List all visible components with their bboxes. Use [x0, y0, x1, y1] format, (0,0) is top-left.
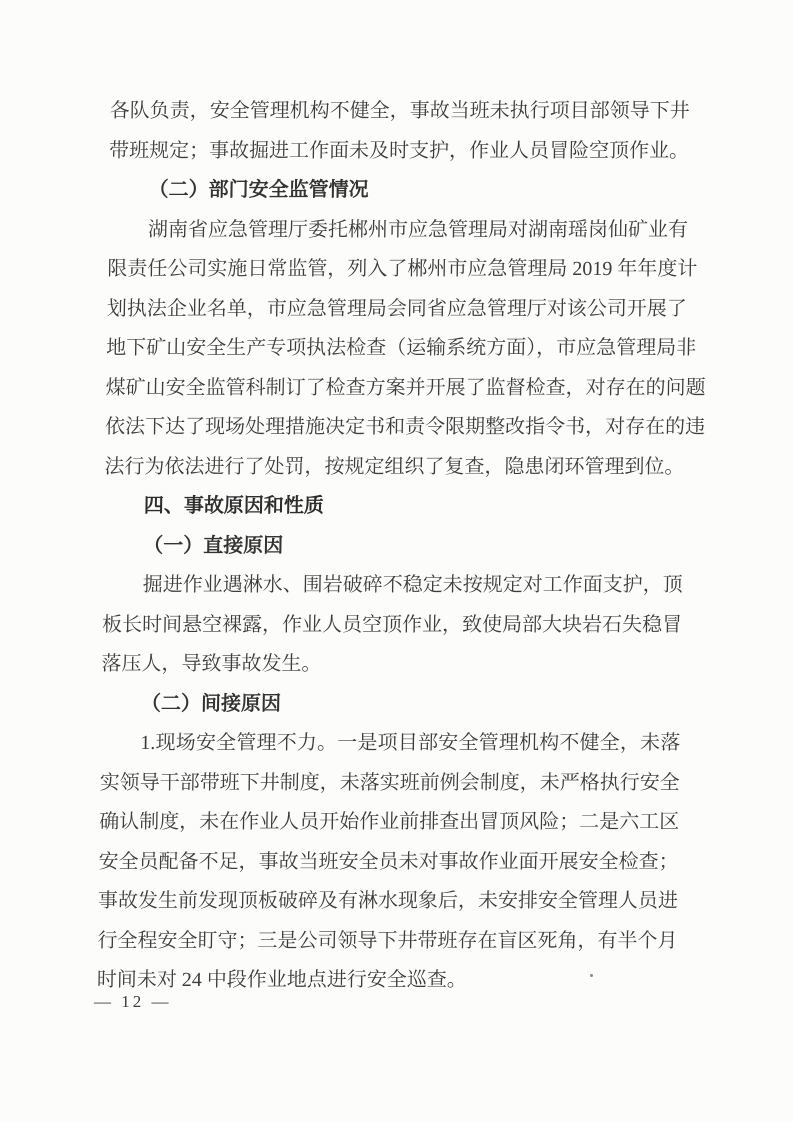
text-line: 实领导干部带班下井制度，未落实班前例会制度，未严格执行安全	[99, 771, 680, 794]
text-line: 行全程安全盯守；三是公司领导下井带班存在盲区死角，有半个月	[97, 929, 678, 952]
text-line: 落压人，导致事故发生。	[101, 653, 322, 675]
text-line: 限责任公司实施日常监管，列入了郴州市应急管理局 2019 年年度计	[107, 258, 698, 280]
section-heading: （二）间接原因	[140, 692, 282, 715]
text-line: 事故发生前发现顶板破碎及有淋水现象后，未安排安全管理人员进	[97, 890, 679, 912]
text-line: 确认制度，未在作业人员开始作业前排查出冒顶风险；二是六工区	[99, 811, 680, 833]
section-heading: （一）直接原因	[143, 534, 284, 557]
text-line: 煤矿山安全监管科制订了检查方案并开展了监督检查，对存在的问题	[105, 376, 706, 399]
text-line: 依法下达了现场处理措施决定书和责令限期整改指令书，对存在的违	[104, 416, 706, 438]
page-number: — 12 —	[94, 992, 172, 1011]
text-line: 安全员配备不足，事故当班安全员未对事故作业面开展安全检查；	[98, 850, 679, 873]
text-line: 1.现场安全管理不力。一是项目部安全管理机构不健全，未落	[140, 732, 681, 754]
text-line: 地下矿山安全生产专项执法检查（运输系统方面），市应急管理局非	[106, 337, 697, 359]
text-line: 法行为依法进行了处罚，按规定组织了复查，隐患闭环管理到位。	[104, 455, 685, 478]
section-heading: （二）部门安全监管情况	[148, 179, 369, 201]
document-body	[96, 92, 706, 1001]
text-line: 掘进作业遇淋水、围岩破碎不稳定未按规定对工作面支护，顶	[142, 574, 683, 596]
text-line: 湖南省应急管理厅委托郴州市应急管理局对湖南瑶岗仙矿业有	[147, 218, 689, 241]
text-line: 各队负责，安全管理机构不健全，事故当班未执行项目部领导下井	[109, 100, 690, 122]
text-line: 划执法企业名单，市应急管理局会同省应急管理厅对该公司开展了	[106, 297, 687, 320]
text-line: 板长时间悬空裸露，作业人员空顶作业，致使局部大块岩石失稳冒	[101, 613, 683, 636]
scan-speck	[590, 974, 593, 977]
text-line: 时间未对 24 中段作业地点进行安全巡查。	[96, 969, 467, 991]
text-line: 带班规定；事故掘进工作面未及时支护，作业人员冒险空顶作业。	[108, 139, 690, 162]
section-heading: 四、事故原因和性质	[143, 495, 325, 517]
